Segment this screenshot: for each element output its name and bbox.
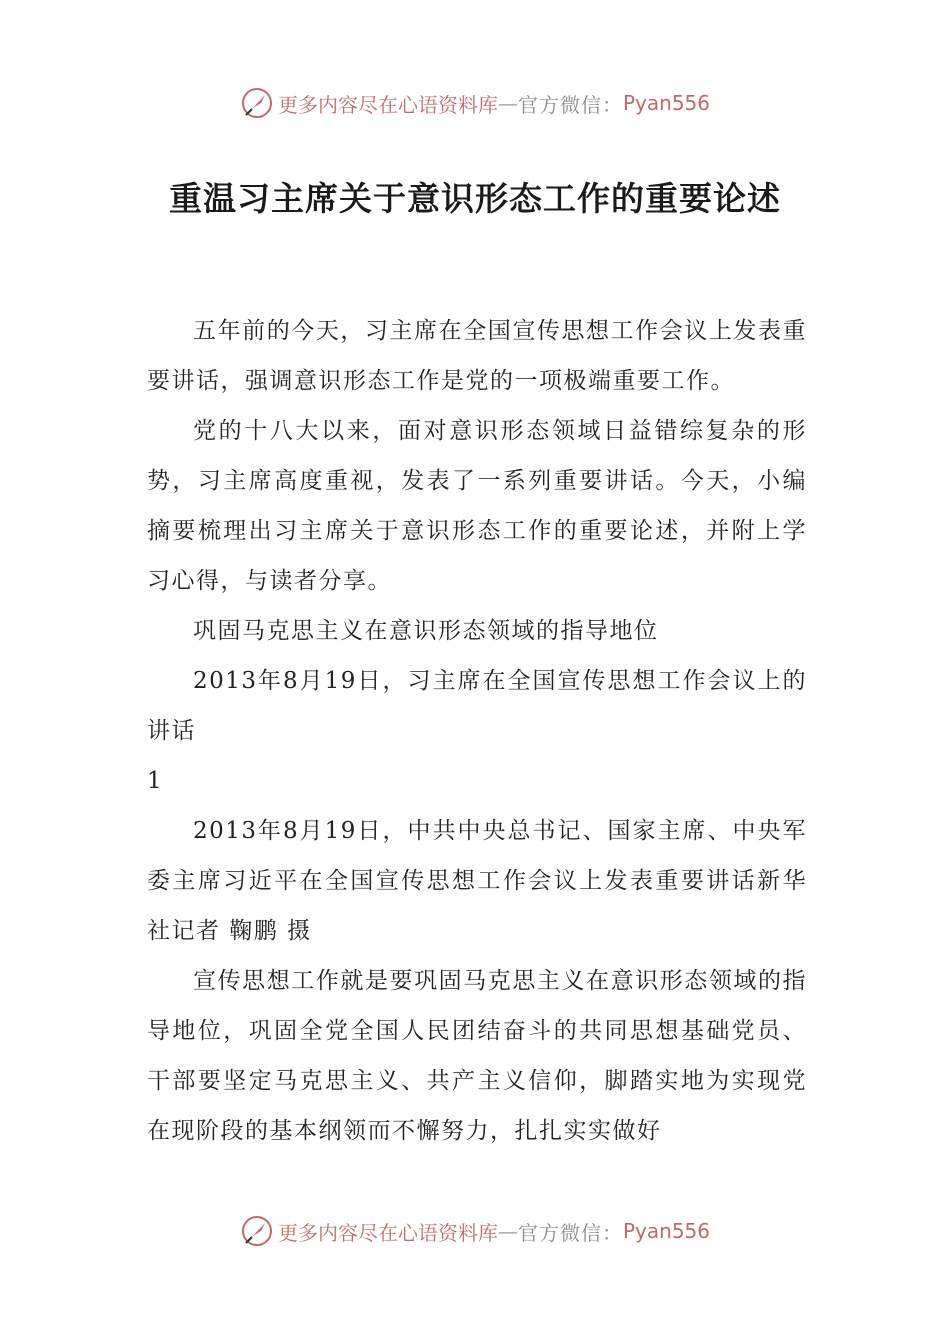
watermark-text: 更多内容尽在心语资料库 [277,92,498,117]
watermark-account: Pyan556 [622,1219,710,1243]
watermark-separator: — [497,91,518,115]
paragraph: 宣传思想工作就是要巩固马克思主义在意识形态领域的指导地位，巩固全党全国人民团结奋斗的共同思想基础党员、干部要坚定马克思主义、共产主义信仰，脚踏实地为实现党在现阶段的基本纲领而不懈努力，扎扎实实做好 [147,968,807,1144]
footer-watermark [0,1211,950,1251]
watermark-text: 更多内容尽在心语资料库 [277,1220,498,1245]
quill-circle-logo-icon [240,1214,274,1248]
paragraph: 五年前的今天，习主席在全国宣传思想工作会议上发表重要讲话，强调意识形态工作是党的一项极端重要工作。 [147,318,807,394]
watermark-account: Pyan556 [622,91,710,115]
watermark-wechat-label: 官方微信： [517,1220,623,1245]
paragraph: 2013年8月19日，习主席在全国宣传思想工作会议上的讲话 [147,668,807,744]
watermark-wechat-label: 官方微信： [517,92,623,117]
quill-circle-logo-icon [240,86,274,120]
watermark-separator: — [497,1219,518,1243]
section-heading: 巩固马克思主义在意识形态领域的指导地位 [193,618,659,644]
header-watermark [0,83,950,123]
section-number: 1 [147,768,164,794]
document-body [147,306,807,1156]
paragraph: 党的十八大以来，面对意识形态领域日益错综复杂的形势，习主席高度重视，发表了一系列重要讲话。今天，小编摘要梳理出习主席关于意识形态工作的重要论述，并附上学习心得，与读者分享。 [147,418,807,594]
document-title: 重温习主席关于意识形态工作的重要论述 [169,179,781,218]
photo-caption: 2013年8月19日，中共中央总书记、国家主席、中央军委主席习近平在全国宣传思想工作会议上发表重要讲话新华社记者 鞠鹏 摄 [147,818,807,944]
